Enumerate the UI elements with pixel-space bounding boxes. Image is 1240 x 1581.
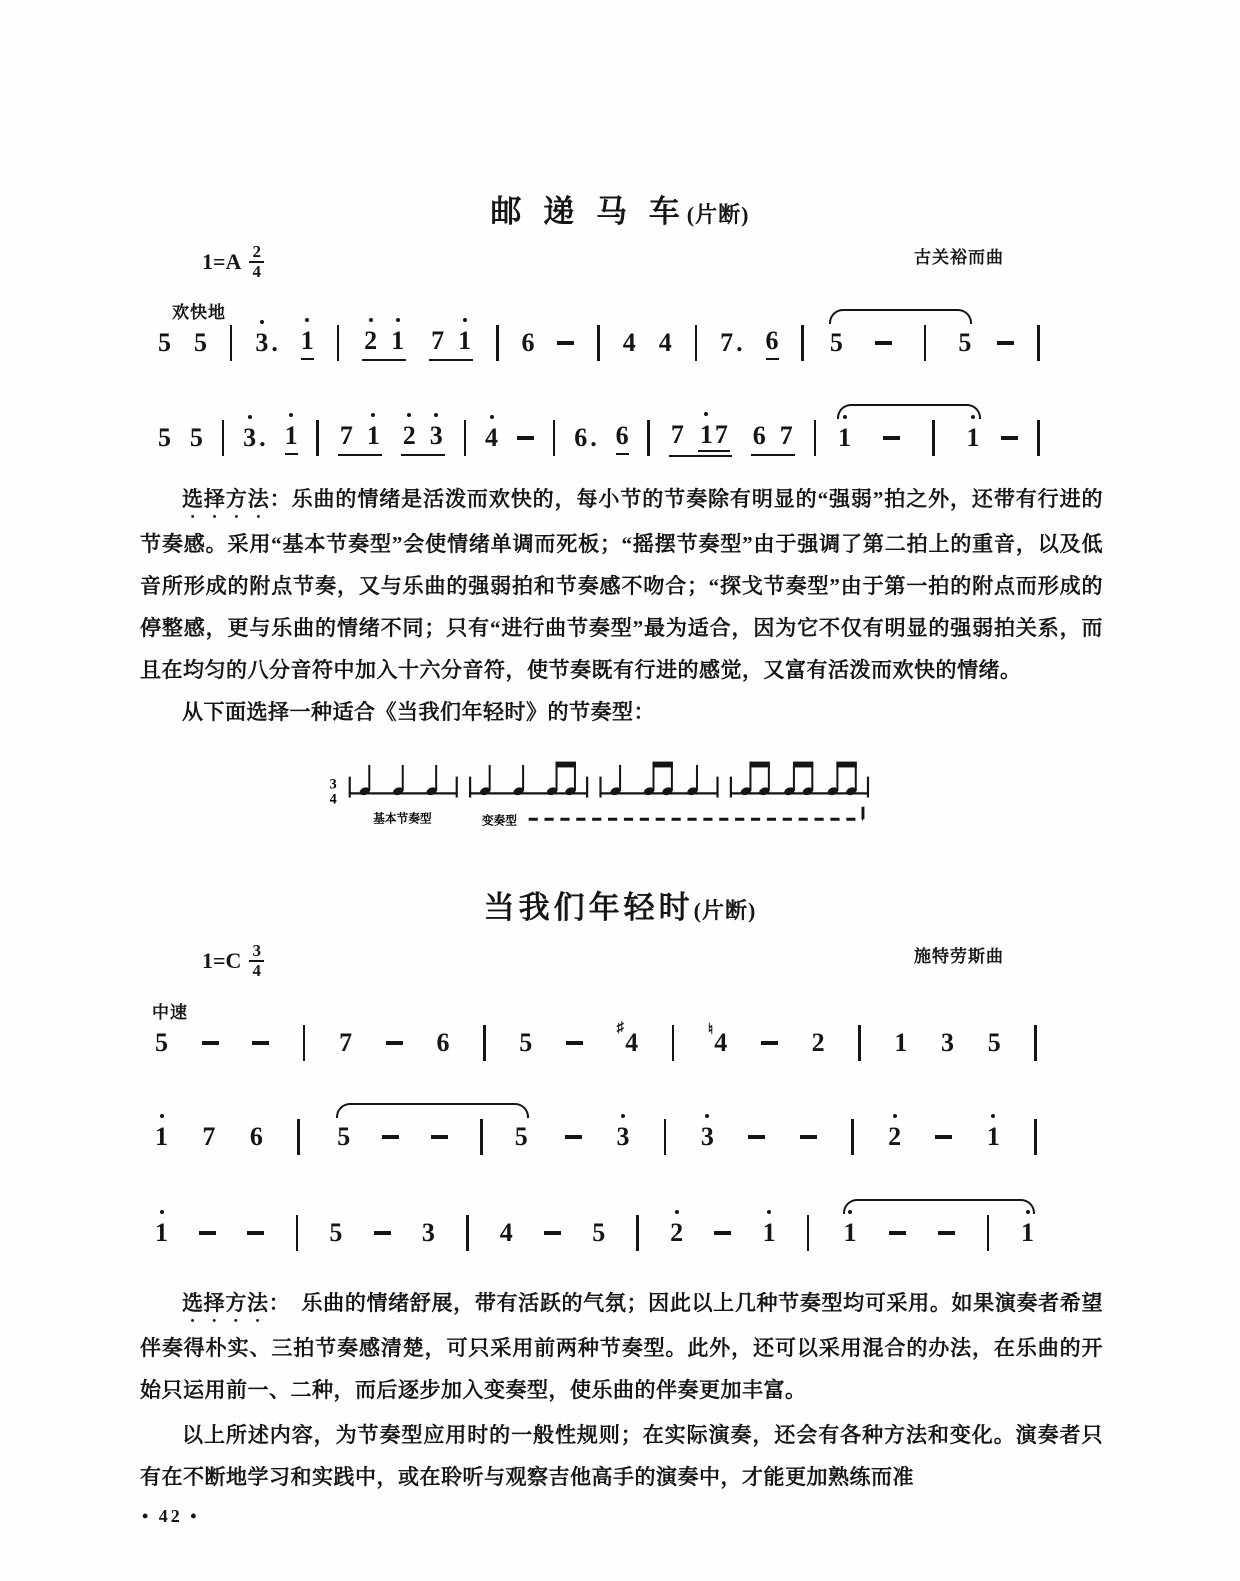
song2-tempo: 中速 xyxy=(152,1003,188,1022)
sustain-dash xyxy=(565,1135,582,1139)
song1-title-text: 邮 递 马 车 xyxy=(490,194,687,229)
jianpu-note: 5 xyxy=(158,328,171,357)
barline xyxy=(553,420,556,456)
jianpu-note: 1 xyxy=(155,1218,168,1248)
jianpu-note: 5 xyxy=(193,328,207,357)
jianpu-note: 6 xyxy=(766,326,779,360)
jianpu-note: 1 xyxy=(367,421,380,451)
jianpu-note: 3 xyxy=(701,1122,714,1152)
octave-dot xyxy=(767,1210,771,1214)
song2-composer: 施特劳斯曲 xyxy=(914,947,1004,966)
jianpu-note: 7 xyxy=(202,1122,216,1151)
song2-music-line-1 xyxy=(155,1022,1037,1064)
jianpu-note: 1 xyxy=(285,421,298,455)
sustain-dash xyxy=(374,1231,391,1235)
octave-dot xyxy=(369,318,373,322)
barline xyxy=(496,325,499,361)
barline xyxy=(597,325,600,361)
song1-music-line-2 xyxy=(158,417,1040,459)
song2-key: 1=C xyxy=(202,947,242,973)
jianpu-note: 4 xyxy=(658,328,672,357)
octave-dot xyxy=(248,415,252,419)
octave-dot xyxy=(971,415,975,419)
song2-music-line-2 xyxy=(155,1116,1037,1158)
jianpu-note: 2 xyxy=(364,326,377,356)
octave-dot xyxy=(160,1210,164,1214)
jianpu-note: 4 xyxy=(485,423,498,453)
paragraph-rhythm-intro: 从下面选择一种适合《当我们年轻时》的节奏型： xyxy=(182,700,655,724)
song1-composer: 古关裕而曲 xyxy=(914,248,1004,267)
jianpu-note: 4 xyxy=(499,1218,513,1247)
song1-keyrow xyxy=(140,243,1102,281)
sustain-dash xyxy=(544,1231,561,1235)
rhythm-meter-top: 3 xyxy=(329,776,337,793)
jianpu-note: 2 xyxy=(670,1218,683,1248)
song1-time-signature xyxy=(249,243,264,281)
jianpu-note: 3 xyxy=(421,1218,435,1247)
jianpu-note: 1 xyxy=(301,326,314,360)
jianpu-note: 1 xyxy=(844,1218,857,1248)
jianpu-note: 3 xyxy=(941,1028,955,1057)
barline xyxy=(647,420,650,456)
jianpu-note: 5 xyxy=(958,328,972,357)
jianpu-note: 1 xyxy=(763,1218,776,1248)
octave-dot xyxy=(463,318,467,322)
paragraph-2 xyxy=(140,1282,1103,1411)
accidental-icon: ♯ xyxy=(616,1020,625,1036)
tie-group xyxy=(835,420,983,456)
jianpu-note: ♮ 4 xyxy=(707,1022,728,1057)
jianpu-note: 5 xyxy=(337,1122,351,1151)
sustain-dash xyxy=(938,1231,955,1235)
jianpu-note: 1 xyxy=(967,423,980,453)
barline xyxy=(851,1119,854,1155)
jianpu-note: 2 xyxy=(403,421,416,451)
octave-dot xyxy=(434,413,438,417)
octave-dot xyxy=(490,415,494,419)
song1-key: 1=A xyxy=(202,248,242,274)
jianpu-note: 6 . xyxy=(574,423,597,452)
song1-music-line-1 xyxy=(158,322,1040,364)
jianpu-note: 1 xyxy=(155,1122,168,1152)
rhythm-patterns-svg xyxy=(328,748,873,827)
paragraph-1-colon: ： xyxy=(269,487,292,511)
octave-dot xyxy=(289,413,293,417)
duration-dot: . xyxy=(736,328,743,357)
jianpu-note: 7 xyxy=(714,419,728,449)
jianpu-note: 5 xyxy=(329,1218,343,1247)
beamed-group xyxy=(338,421,382,456)
barline xyxy=(297,1119,300,1155)
paragraph-closing xyxy=(140,1414,1103,1498)
octave-dot xyxy=(305,318,309,322)
jianpu-note: 1 xyxy=(987,1122,1000,1152)
jianpu-note: 5 xyxy=(592,1218,606,1247)
jianpu-note: 6 xyxy=(752,420,766,450)
sustain-dash xyxy=(202,1041,219,1045)
rhythm-label-variation: 变奏型 xyxy=(481,814,517,827)
barline xyxy=(672,1025,675,1061)
barline xyxy=(1034,1119,1037,1155)
barline xyxy=(801,325,804,361)
barline xyxy=(858,1025,861,1061)
octave-dot xyxy=(991,1114,995,1118)
sustain-dash xyxy=(566,1041,583,1045)
jianpu-note: 1 xyxy=(838,423,851,453)
sustain-dash xyxy=(714,1231,731,1235)
octave-dot xyxy=(848,1210,852,1214)
barline xyxy=(987,1215,990,1251)
jianpu-note: 5 xyxy=(514,1122,528,1151)
jianpu-note: 5 xyxy=(158,423,171,452)
octave-dot xyxy=(843,415,847,419)
barline xyxy=(814,420,817,456)
octave-dot xyxy=(1026,1210,1030,1214)
jianpu-note: 3 xyxy=(430,421,443,451)
barline xyxy=(337,325,340,361)
duration-dot: . xyxy=(271,328,278,357)
jianpu-note: 7 xyxy=(431,325,445,355)
jianpu-note: 1 xyxy=(894,1028,908,1057)
sustain-dash xyxy=(382,1135,399,1139)
barline xyxy=(466,1215,469,1251)
rhythm-measures xyxy=(350,762,868,798)
jianpu-note: 6 xyxy=(521,328,535,357)
beamed-group xyxy=(401,421,445,456)
jianpu-note: 7 xyxy=(779,420,793,450)
sustain-dash xyxy=(883,436,900,440)
song2-meter-bottom: 4 xyxy=(252,960,261,980)
jianpu-note: 3 . xyxy=(255,328,278,358)
paragraph-2-label: 选择方法 xyxy=(182,1291,269,1315)
octave-dot xyxy=(621,1114,625,1118)
jianpu-note: 6 xyxy=(616,421,629,455)
octave-dot xyxy=(160,1114,164,1118)
jianpu-note: 1 xyxy=(700,420,713,450)
sustain-dash xyxy=(1001,436,1018,440)
barline xyxy=(316,420,319,456)
jianpu-note: 1 xyxy=(458,326,471,356)
sustain-dash xyxy=(761,1041,778,1045)
barline xyxy=(222,420,225,456)
octave-dot xyxy=(704,412,708,416)
jianpu-note: 5 xyxy=(519,1028,533,1057)
sustain-dash xyxy=(431,1135,448,1139)
barline xyxy=(924,325,927,361)
song2-meter-top: 3 xyxy=(249,942,264,962)
paragraph-3: 以上所述内容，为节奏型应用时的一般性规则；在实际演奏，还会有各种方法和变化。演奏者只有在不断地学习和实践中，或在聆听与观察吉他高手的演奏中，才能更加熟练而准 xyxy=(140,1423,1103,1489)
jianpu-note: 2 xyxy=(888,1122,901,1152)
paragraph-2-colon: ： xyxy=(268,1291,280,1315)
duration-dot: . xyxy=(259,423,266,452)
paragraph-selection-method-2 xyxy=(140,1282,1103,1411)
beamed-group xyxy=(751,421,795,456)
octave-dot xyxy=(675,1210,679,1214)
sustain-dash xyxy=(800,1135,817,1139)
jianpu-note: 2 xyxy=(811,1028,825,1057)
song2-keyrow xyxy=(140,942,1102,980)
song1-key-signature xyxy=(202,243,264,281)
tie-group xyxy=(841,1215,1038,1251)
jianpu-note: 3 xyxy=(617,1122,630,1152)
barline xyxy=(303,1025,306,1061)
duration-dot: . xyxy=(590,423,597,452)
beamed-group xyxy=(362,326,406,361)
song1-title xyxy=(0,186,1240,231)
song2-music-line-3 xyxy=(155,1212,1037,1254)
song2-time-signature xyxy=(249,942,264,980)
paragraph-2-body: 乐曲的情绪舒展，带有活跃的气氛；因此以上几种节奏型均可采用。如果演奏者希望伴奏得朴实、三拍节奏感清楚，可只采用前两种节奏型。此外，还可以采用混合的办法，在乐曲的开始只运用前一、二种，而后逐步加入变奏型，使乐曲的伴奏更加丰富。 xyxy=(140,1291,1104,1402)
sustain-dash xyxy=(557,341,574,345)
jianpu-note: 6 xyxy=(436,1028,450,1057)
paragraph-1-label: 选择方法 xyxy=(182,487,270,511)
octave-dot xyxy=(705,1114,709,1118)
octave-dot xyxy=(371,413,375,417)
barline xyxy=(664,1119,667,1155)
barline xyxy=(230,325,233,361)
sustain-dash xyxy=(935,1135,952,1139)
barline xyxy=(807,1215,810,1251)
tie-group xyxy=(827,325,975,361)
rhythm-label-basic: 基本节奏型 xyxy=(373,812,432,826)
sustain-dash xyxy=(748,1135,765,1139)
barline xyxy=(695,325,698,361)
jianpu-note: 1 xyxy=(1021,1218,1034,1248)
sustain-dash xyxy=(199,1231,216,1235)
barline xyxy=(1037,325,1040,361)
jianpu-note: ♯ 4 xyxy=(616,1020,639,1057)
octave-dot xyxy=(260,320,264,324)
beamed-group xyxy=(698,420,730,452)
jianpu-note: 5 xyxy=(155,1028,168,1057)
jianpu-note: 5 xyxy=(987,1028,1001,1057)
paragraph-1 xyxy=(140,478,1103,691)
sustain-dash xyxy=(517,436,534,440)
octave-dot xyxy=(396,318,400,322)
rhythm-meter-bottom: 4 xyxy=(329,791,337,808)
song1-meter-bottom: 4 xyxy=(252,261,261,281)
jianpu-note: 3 . xyxy=(243,423,266,453)
tie-group xyxy=(334,1119,531,1155)
song1-tempo: 欢快地 xyxy=(172,303,226,322)
barline xyxy=(483,1025,486,1061)
jianpu-note: 1 xyxy=(391,326,404,356)
page-number: • 42 • xyxy=(142,1506,200,1526)
barline xyxy=(296,1215,299,1251)
song2-title xyxy=(0,882,1240,927)
paragraph-selection-method-1 xyxy=(140,478,1103,733)
barline xyxy=(480,1119,483,1155)
sustain-dash xyxy=(247,1231,264,1235)
song1-meter-top: 2 xyxy=(249,243,264,263)
sustain-dash xyxy=(997,341,1014,345)
song2-title-text: 当我们年轻时 xyxy=(483,890,694,925)
barline xyxy=(1034,1025,1037,1061)
octave-dot xyxy=(893,1114,897,1118)
jianpu-note: 5 xyxy=(829,328,843,357)
barline xyxy=(1037,420,1040,456)
octave-dot xyxy=(407,413,411,417)
song1-title-suffix: (片断) xyxy=(686,202,750,227)
song2-key-signature xyxy=(202,942,264,980)
jianpu-note: 7 . xyxy=(720,328,743,357)
sustain-dash xyxy=(875,341,892,345)
rhythm-patterns-figure xyxy=(328,748,873,832)
jianpu-note: 7 xyxy=(339,420,353,450)
jianpu-note: 7 xyxy=(339,1028,353,1057)
sustain-dash xyxy=(889,1231,906,1235)
barline xyxy=(932,420,935,456)
jianpu-note: 6 xyxy=(249,1122,263,1151)
beamed-group xyxy=(429,326,473,361)
accidental-icon: ♮ xyxy=(707,1022,714,1038)
sustain-dash xyxy=(386,1041,403,1045)
barline xyxy=(636,1215,639,1251)
jianpu-note: 4 xyxy=(622,328,636,357)
beamed-group xyxy=(669,420,732,457)
song2-title-suffix: (片断) xyxy=(693,898,757,923)
jianpu-note: 5 xyxy=(189,423,203,452)
barline xyxy=(464,420,467,456)
sustain-dash xyxy=(252,1041,269,1045)
jianpu-note: 7 xyxy=(670,419,684,449)
paragraph-1-body: 乐曲的情绪是活泼而欢快的，每小节的节奏除有明显的“强弱”拍之外，还带有行进的节奏感。采用“基本节奏型”会使情绪单调而死板；“摇摆节奏型”由于强调了第二拍上的重音，以及低音所形成的附点节奏，又与乐曲的强弱拍和节奏感不吻合；“探戈节奏型”由于第一拍的附点而形成的停整感，更与乐曲的情绪不同；只有“进行曲节奏型”最为适合，因为它不仅有明显的强弱拍关系，而且在均匀的八分音符中加入十六分音符，使节奏既有行进的感觉，又富有活泼而欢快的情绪。 xyxy=(140,487,1104,682)
